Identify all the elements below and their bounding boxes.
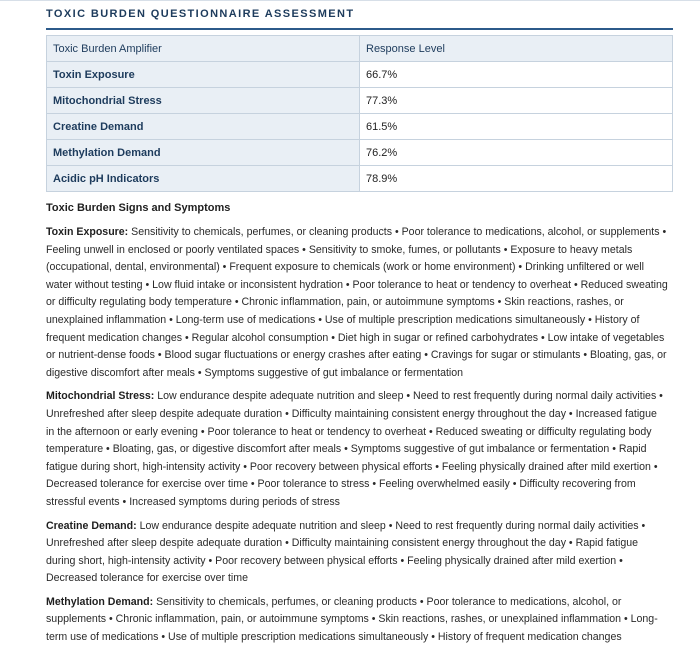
amplifier-name: Acidic pH Indicators (47, 166, 360, 192)
response-level: 66.7% (360, 62, 673, 88)
amplifier-name: Mitochondrial Stress (47, 88, 360, 114)
table-row (47, 114, 673, 140)
symptom-text: Low endurance despite adequate nutrition and sleep • Need to rest frequently during normal daily activities • Unrefreshed after sleep despite adequate duration • Difficulty maintaining consistent energy throughout the day • Rapid fatigue during short, high-intensity activity • Poor recovery between physical efforts • Feeling physically drained after mild exertion • Decreased tolerance for exercise over time (46, 519, 646, 585)
amplifier-name: Toxin Exposure (47, 62, 360, 88)
symptom-paragraph-mitochondrial-stress (46, 388, 668, 511)
symptom-text: Sensitivity to chemicals, perfumes, or cleaning products • Poor tolerance to medications, alcohol, or supplements • Feeling unwell in enclosed or poorly ventilated spaces • Sensitivity to smoke, fumes, or pollutants • Exposure to heavy metals (occupational, dental, environmental) • Frequent exposure to chemicals (work or home environment) • Drinking unfiltered or well water without testing • Low fluid intake or inconsistent hydration • Poor tolerance to heat or tendency to overheat • Reduced sweating or difficulty regulating body temperature • Chronic inflammation, pain, or autoimmune symptoms • Skin reactions, rashes, or unexplained inflammation • Long-term use of medications • Use of multiple prescription medications simultaneously • History of frequent medication changes • Regular alcohol consumption • Diet high in sugar or refined carbohydrates • Low intake of vegetables or nutrient-dense foods • Blood sugar fluctuations or energy crashes after eating • Cravings for sugar or stimulants • Bloating, gas, or digestive discomfort after meals • Symptoms suggestive of gut imbalance or fermentation (46, 226, 668, 379)
symptom-label: Creatine Demand: (46, 519, 137, 532)
title-underline (46, 28, 673, 30)
section-title: TOXIC BURDEN QUESTIONNAIRE ASSESSMENT (46, 8, 355, 20)
amplifier-name: Methylation Demand (47, 140, 360, 166)
symptom-paragraph-toxin-exposure (46, 224, 668, 382)
symptom-label: Methylation Demand: (46, 595, 154, 608)
table-row (47, 88, 673, 114)
top-divider (0, 0, 700, 1)
response-level: 76.2% (360, 140, 673, 166)
toxic-burden-table (46, 35, 673, 192)
symptom-label: Toxin Exposure: (46, 226, 129, 238)
symptom-paragraph-methylation-demand (46, 594, 668, 647)
signs-heading: Toxic Burden Signs and Symptoms (46, 202, 231, 214)
symptom-paragraph-creatine-demand (46, 518, 668, 588)
symptom-text: Low endurance despite adequate nutrition and sleep • Need to rest frequently during normal daily activities • Unrefreshed after sleep despite adequate duration • Difficulty maintaining consistent energy throughout the day • Increased fatigue in the afternoon or early evening • Poor tolerance to heat or tendency to overheat • Reduced sweating or difficulty regulating body temperature • Bloating, gas, or digestive discomfort after meals • Symptoms suggestive of gut imbalance or fermentation • Rapid fatigue during short, high-intensity activity • Poor recovery between physical efforts • Feeling physically drained after mild exertion • Decreased tolerance for exercise over time • Poor tolerance to stress • Feeling overwhelmed easily • Difficulty recovering from stressful events • Increased symptoms during periods of stress (46, 390, 663, 508)
response-level: 61.5% (360, 114, 673, 140)
amplifier-name: Creatine Demand (47, 114, 360, 140)
table-row (47, 166, 673, 192)
symptom-label: Mitochondrial Stress: (46, 390, 155, 403)
column-header-amplifier: Toxic Burden Amplifier (47, 36, 360, 62)
response-level: 78.9% (360, 166, 673, 192)
table-row (47, 140, 673, 166)
symptoms-list (46, 224, 668, 653)
symptom-text: Sensitivity to chemicals, perfumes, or cleaning products • Poor tolerance to medications, alcohol, or supplements • Chronic inflammation, pain, or autoimmune symptoms • Skin reactions, rashes, or unexplained inflammation • Long-term use of medications • Use of multiple prescription medications simultaneously • History of frequent medication changes (46, 595, 658, 644)
table-row (47, 62, 673, 88)
column-header-response-level: Response Level (360, 36, 673, 62)
table-header-row (47, 36, 673, 62)
response-level: 77.3% (360, 88, 673, 114)
